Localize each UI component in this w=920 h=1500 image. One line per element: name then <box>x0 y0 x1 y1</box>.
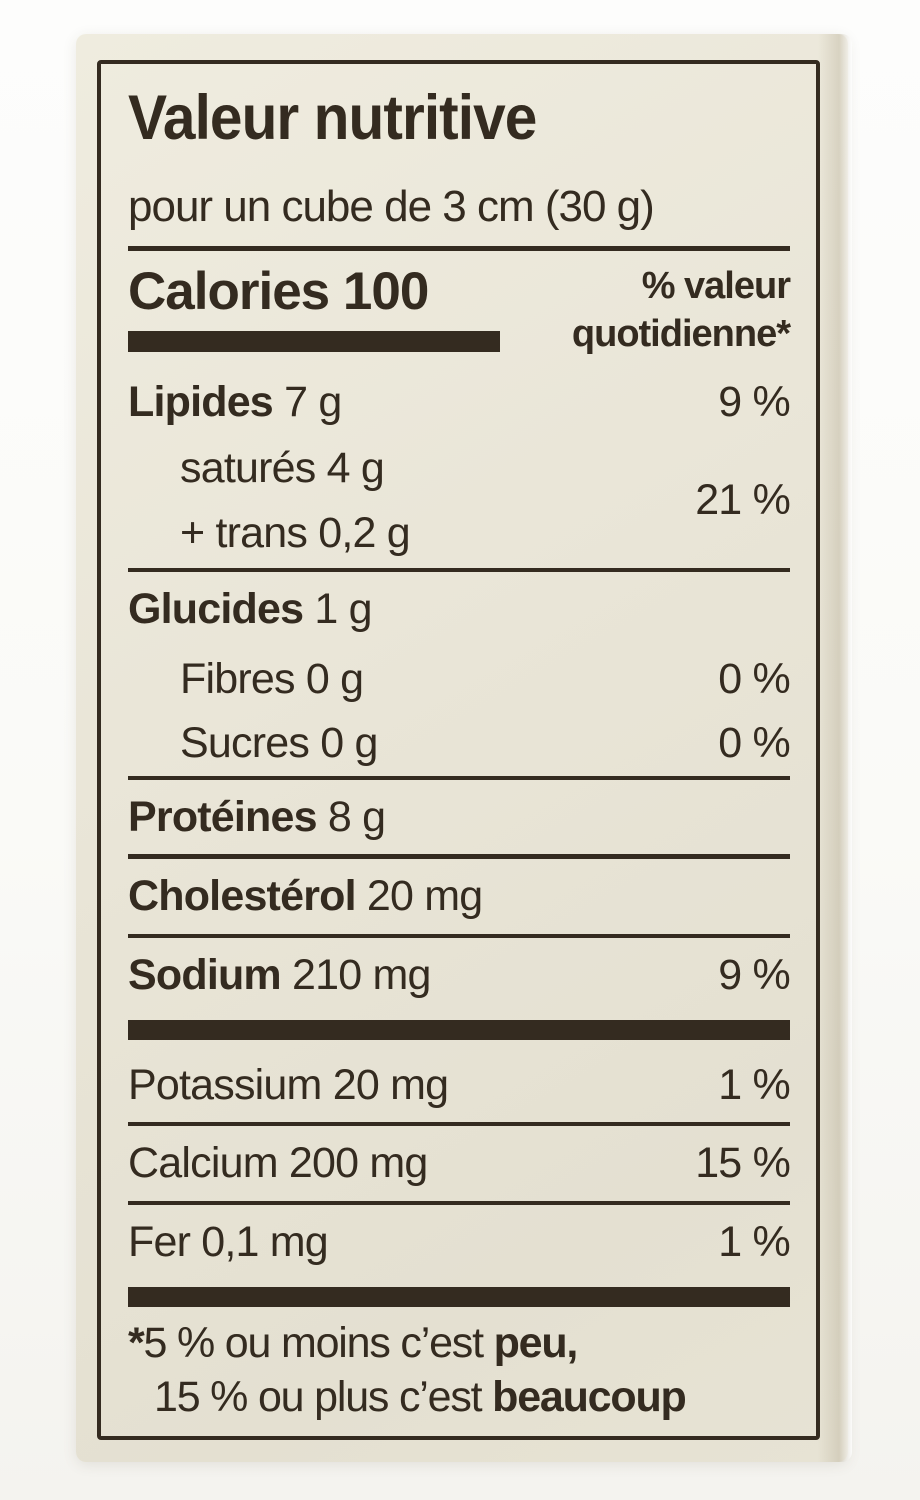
nutrient-dv: 0 % <box>718 719 790 768</box>
nutrient-name-amount <box>128 439 410 497</box>
daily-value-header <box>572 263 790 359</box>
calories-row <box>128 263 790 359</box>
nutrient-dv: 21 % <box>695 476 790 525</box>
nutrient-name-amount <box>128 949 431 1001</box>
nutrient-amount: 8 g <box>327 792 386 841</box>
nutrient-name-amount <box>128 717 378 769</box>
nutrient-dv: 15 % <box>695 1139 790 1188</box>
nutrient-dv: 0 % <box>718 654 790 703</box>
row-fer <box>128 1205 790 1279</box>
nutrient-dv: 9 % <box>718 950 790 999</box>
nutrient-name: Lipides <box>128 377 273 426</box>
calories-label <box>128 263 500 321</box>
footnote-text: 15 % ou plus c’est <box>154 1372 493 1421</box>
label-title: Valeur nutritive <box>128 83 537 153</box>
header-divider <box>128 246 790 252</box>
nutrient-amount: 0,1 mg <box>201 1217 328 1266</box>
nutrient-name: Sodium <box>128 950 281 999</box>
nutrient-amount: 0,2 g <box>318 508 410 557</box>
nutrient-dv: 1 % <box>718 1061 790 1110</box>
nutrient-amount: 210 mg <box>292 950 431 999</box>
nutrient-name-amount <box>128 1137 428 1189</box>
nutrient-amount: 200 mg <box>288 1139 428 1188</box>
nutrient-amount: 0 g <box>305 654 364 703</box>
row-satures-trans <box>128 439 790 568</box>
nutrient-name-amount <box>128 504 410 562</box>
row-lipides <box>128 365 790 439</box>
nutrient-name-amount <box>128 376 341 428</box>
nutrient-name: Protéines <box>128 792 317 841</box>
daily-value-header-line2: quotidienne* <box>571 313 790 356</box>
nutrient-dv: 9 % <box>718 377 790 426</box>
nutrient-amount: 0 g <box>320 719 378 768</box>
nutrient-name-amount <box>128 870 482 922</box>
nutrient-name: Cholestérol <box>128 872 356 921</box>
nutrient-amount: 20 mg <box>332 1061 449 1110</box>
nutrient-name: Glucides <box>128 585 304 634</box>
row-cholesterol <box>128 859 790 933</box>
footnote-line-2 <box>128 1371 790 1424</box>
nutrient-name: + trans <box>180 508 308 557</box>
nutrient-amount: 1 g <box>314 585 372 634</box>
nutrient-name-amount <box>128 791 385 843</box>
footnote-line-1 <box>128 1317 790 1370</box>
serving-size: pour un cube de 3 cm (30 g) <box>128 181 654 231</box>
row-fibres <box>128 647 790 711</box>
nutrition-facts-label <box>76 34 848 1462</box>
nutrient-name: Fer <box>128 1217 191 1266</box>
calories-word: Calories <box>128 262 330 322</box>
nutrient-name: Sucres <box>180 719 310 768</box>
thick-divider <box>128 1287 790 1307</box>
nutrient-name-amount <box>128 583 372 635</box>
row-calcium <box>128 1126 790 1200</box>
nutrient-name: Calcium <box>128 1139 278 1188</box>
nutrient-amount: 20 mg <box>366 872 483 921</box>
nutrient-table <box>128 365 790 1424</box>
calories-block <box>128 263 500 359</box>
row-proteines <box>128 780 790 854</box>
nutrient-amount: 4 g <box>326 444 384 493</box>
label-border-box <box>97 60 820 1440</box>
daily-value-header-line1: % valeur <box>641 265 790 308</box>
saturated-trans-lines <box>128 439 410 562</box>
row-sucres <box>128 711 790 775</box>
row-glucides <box>128 572 790 646</box>
row-potassium <box>128 1048 790 1122</box>
nutrient-amount: 7 g <box>284 377 342 426</box>
nutrient-name-amount <box>128 1059 448 1111</box>
footnote-asterisk: * <box>128 1319 144 1368</box>
calories-value: 100 <box>342 262 429 322</box>
nutrient-name-amount <box>128 1216 328 1268</box>
nutrient-name: saturés <box>180 444 316 493</box>
footnote-bold-word: beaucoup <box>492 1372 686 1421</box>
footnote-text: 5 % ou moins c’est <box>143 1319 494 1368</box>
footnote-bold-word: peu, <box>493 1319 578 1368</box>
nutrient-name: Potassium <box>128 1061 322 1110</box>
nutrient-name: Fibres <box>180 654 295 703</box>
thick-divider <box>128 1020 790 1040</box>
footnote <box>128 1317 790 1424</box>
calories-underline-bar <box>128 331 500 352</box>
nutrient-dv: 1 % <box>718 1217 790 1266</box>
nutrient-name-amount <box>128 653 363 705</box>
row-sodium <box>128 938 790 1012</box>
